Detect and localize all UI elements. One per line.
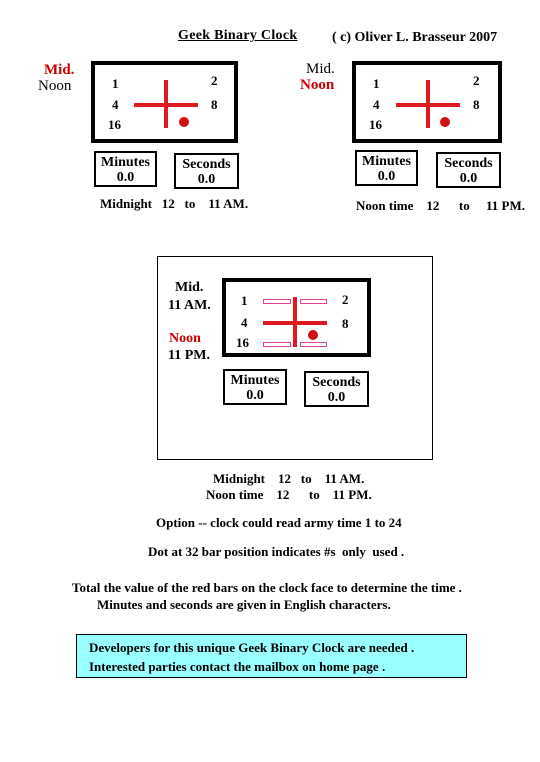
- face-number-8: 8: [211, 97, 218, 112]
- seconds-dot: [179, 117, 189, 127]
- face-number-1: 1: [241, 293, 248, 308]
- left-label-mid: Mid.: [44, 62, 75, 78]
- face-number-8: 8: [473, 97, 480, 112]
- face-number-4: 4: [373, 97, 380, 112]
- right-seconds-box: [436, 152, 501, 188]
- face-number-1: 1: [112, 76, 119, 91]
- left-minutes-box: [94, 151, 157, 187]
- hour-bar-vertical: [293, 297, 297, 347]
- left-clock-face: [91, 61, 238, 143]
- minutes-label: Minutes: [362, 154, 411, 169]
- minutes-value: 0.0: [116, 170, 135, 185]
- face-number-1: 1: [373, 76, 380, 91]
- developers-notice: [76, 634, 467, 678]
- seconds-dot: [440, 117, 450, 127]
- empty-bar-32: [300, 342, 327, 347]
- empty-bar-2: [300, 299, 327, 304]
- center-label-mid: Mid.: [175, 280, 204, 295]
- note-army-time: Option -- clock could read army time 1 to 24: [156, 515, 402, 530]
- right-label-mid: Mid.: [306, 61, 335, 77]
- center-label-noon-time: 11 PM.: [168, 348, 210, 363]
- right-caption: Noon time 12 to 11 PM.: [356, 198, 525, 213]
- face-number-2: 2: [342, 292, 349, 307]
- right-minutes-box: [355, 150, 418, 186]
- face-number-2: 2: [211, 73, 218, 88]
- center-clock-face: [222, 278, 371, 357]
- notice-line-1: Developers for this unique Geek Binary Clock are needed .: [89, 640, 415, 655]
- center-seconds-box: [304, 371, 369, 407]
- minutes-value: 0.0: [246, 388, 264, 403]
- notice-line-2: Interested parties contact the mailbox on home page .: [89, 659, 386, 674]
- left-seconds-box: [174, 153, 239, 189]
- right-label-noon: Noon: [300, 77, 335, 93]
- center-label-mid-time: 11 AM.: [168, 298, 211, 313]
- seconds-dot: [308, 330, 318, 340]
- page-title: Geek Binary Clock: [178, 28, 298, 43]
- copyright-text: ( c) Oliver L. Brasseur 2007: [332, 30, 498, 45]
- left-label-noon: Noon: [38, 78, 72, 94]
- note-midnight: Midnight 12 to 11 AM.: [213, 471, 365, 486]
- face-number-4: 4: [241, 315, 248, 330]
- minutes-label: Minutes: [230, 373, 280, 388]
- hour-bar-vertical: [164, 80, 168, 128]
- seconds-value: 0.0: [327, 390, 346, 405]
- seconds-label: Seconds: [444, 156, 493, 171]
- face-number-4: 4: [112, 97, 119, 112]
- center-label-noon: Noon: [169, 331, 201, 346]
- hour-bar-vertical: [426, 80, 430, 128]
- note-dot: Dot at 32 bar position indicates #s only used .: [148, 544, 405, 559]
- face-number-16: 16: [369, 117, 382, 132]
- face-number-16: 16: [236, 335, 249, 350]
- seconds-value: 0.0: [459, 171, 478, 186]
- seconds-value: 0.0: [197, 172, 216, 187]
- empty-bar-1: [263, 299, 291, 304]
- face-number-8: 8: [342, 316, 349, 331]
- note-total: Total the value of the red bars on the clock face to determine the time .: [72, 580, 462, 595]
- face-number-16: 16: [108, 117, 121, 132]
- face-number-2: 2: [473, 73, 480, 88]
- minutes-label: Minutes: [101, 155, 150, 170]
- center-minutes-box: [223, 369, 287, 405]
- empty-bar-16: [263, 342, 291, 347]
- note-noon: Noon time 12 to 11 PM.: [206, 487, 372, 502]
- seconds-label: Seconds: [312, 375, 361, 390]
- note-minutes-seconds: Minutes and seconds are given in English characters.: [97, 597, 391, 612]
- left-caption: Midnight 12 to 11 AM.: [100, 196, 249, 211]
- right-clock-face: [352, 61, 502, 143]
- seconds-label: Seconds: [182, 157, 231, 172]
- minutes-value: 0.0: [377, 169, 396, 184]
